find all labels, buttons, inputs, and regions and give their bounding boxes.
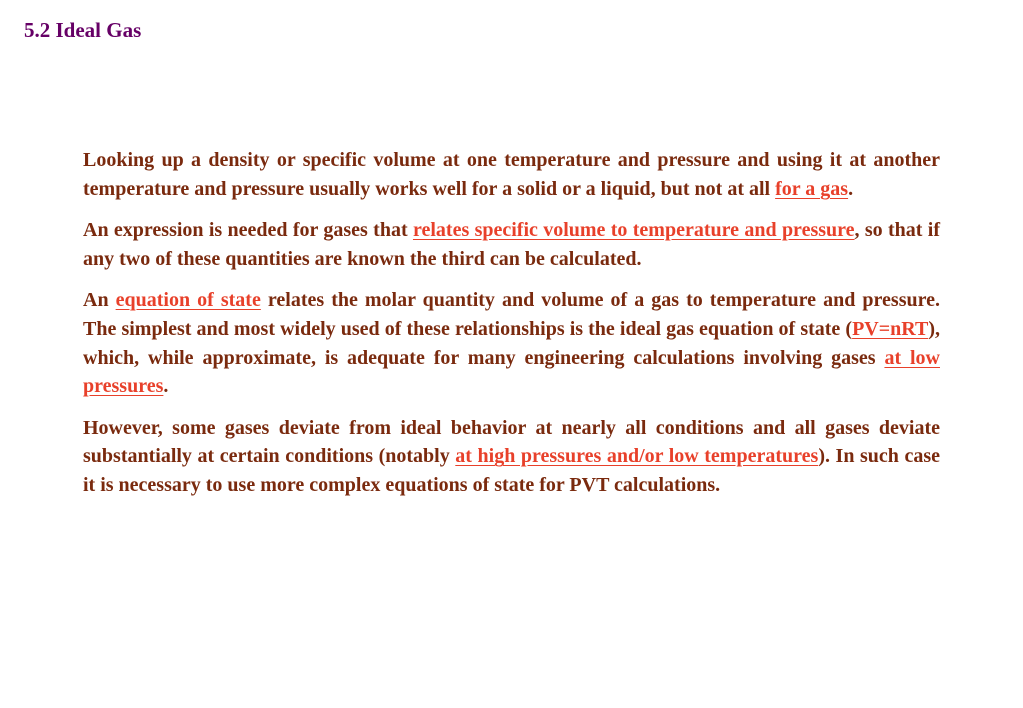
for-a-gas-link[interactable]: for a gas (775, 177, 849, 200)
paragraph-2 (83, 216, 940, 273)
paragraph-3-text-middle: relates the molar quantity and volume of a gas to temperature and pressure. The simplest and most widely used of these relationships is the ideal gas equation of state ( (83, 289, 940, 340)
paragraph-3 (83, 286, 940, 400)
relates-specific-volume-link[interactable]: relates specific volume to temperature and pressure (412, 219, 855, 242)
paragraph-4-text-end: ). In such case it is necessary to use more complex equations of state for PVT calculations. (83, 445, 941, 496)
paragraph-4 (83, 414, 940, 500)
paragraph-4-text: However, some gases deviate from ideal behavior at nearly all conditions and all gases deviate substantially at certain conditions (notably (83, 416, 940, 468)
equation-of-state-link[interactable]: equation of state (115, 289, 261, 312)
paragraph-2-text: An expression is needed for gases that (83, 219, 413, 242)
paragraph-1 (83, 146, 940, 203)
slide-body (83, 146, 940, 513)
paragraph-3-text-continued: ), which, while approximate, is adequate for many engineering calculations involving gases (83, 317, 940, 369)
paragraph-1-text-end: . (848, 177, 854, 200)
paragraph-3-text: An (83, 289, 116, 312)
high-pressures-low-temperatures-link[interactable]: at high pressures and/or low temperatures (455, 445, 819, 468)
paragraph-1-text: Looking up a density or specific volume at one temperature and pressure and using it at another temperature and pressure usually works well for a solid or a liquid, but not at all (83, 149, 940, 200)
pv-nrt-link[interactable]: PV=nRT (852, 317, 929, 340)
paragraph-2-text-end: , so that if any two of these quantities are known the third can be calculated. (83, 219, 940, 270)
paragraph-3-text-end: . (163, 375, 169, 398)
page-title: 5.2 Ideal Gas (24, 18, 142, 42)
at-low-pressures-link[interactable]: at low pressures (83, 346, 940, 398)
